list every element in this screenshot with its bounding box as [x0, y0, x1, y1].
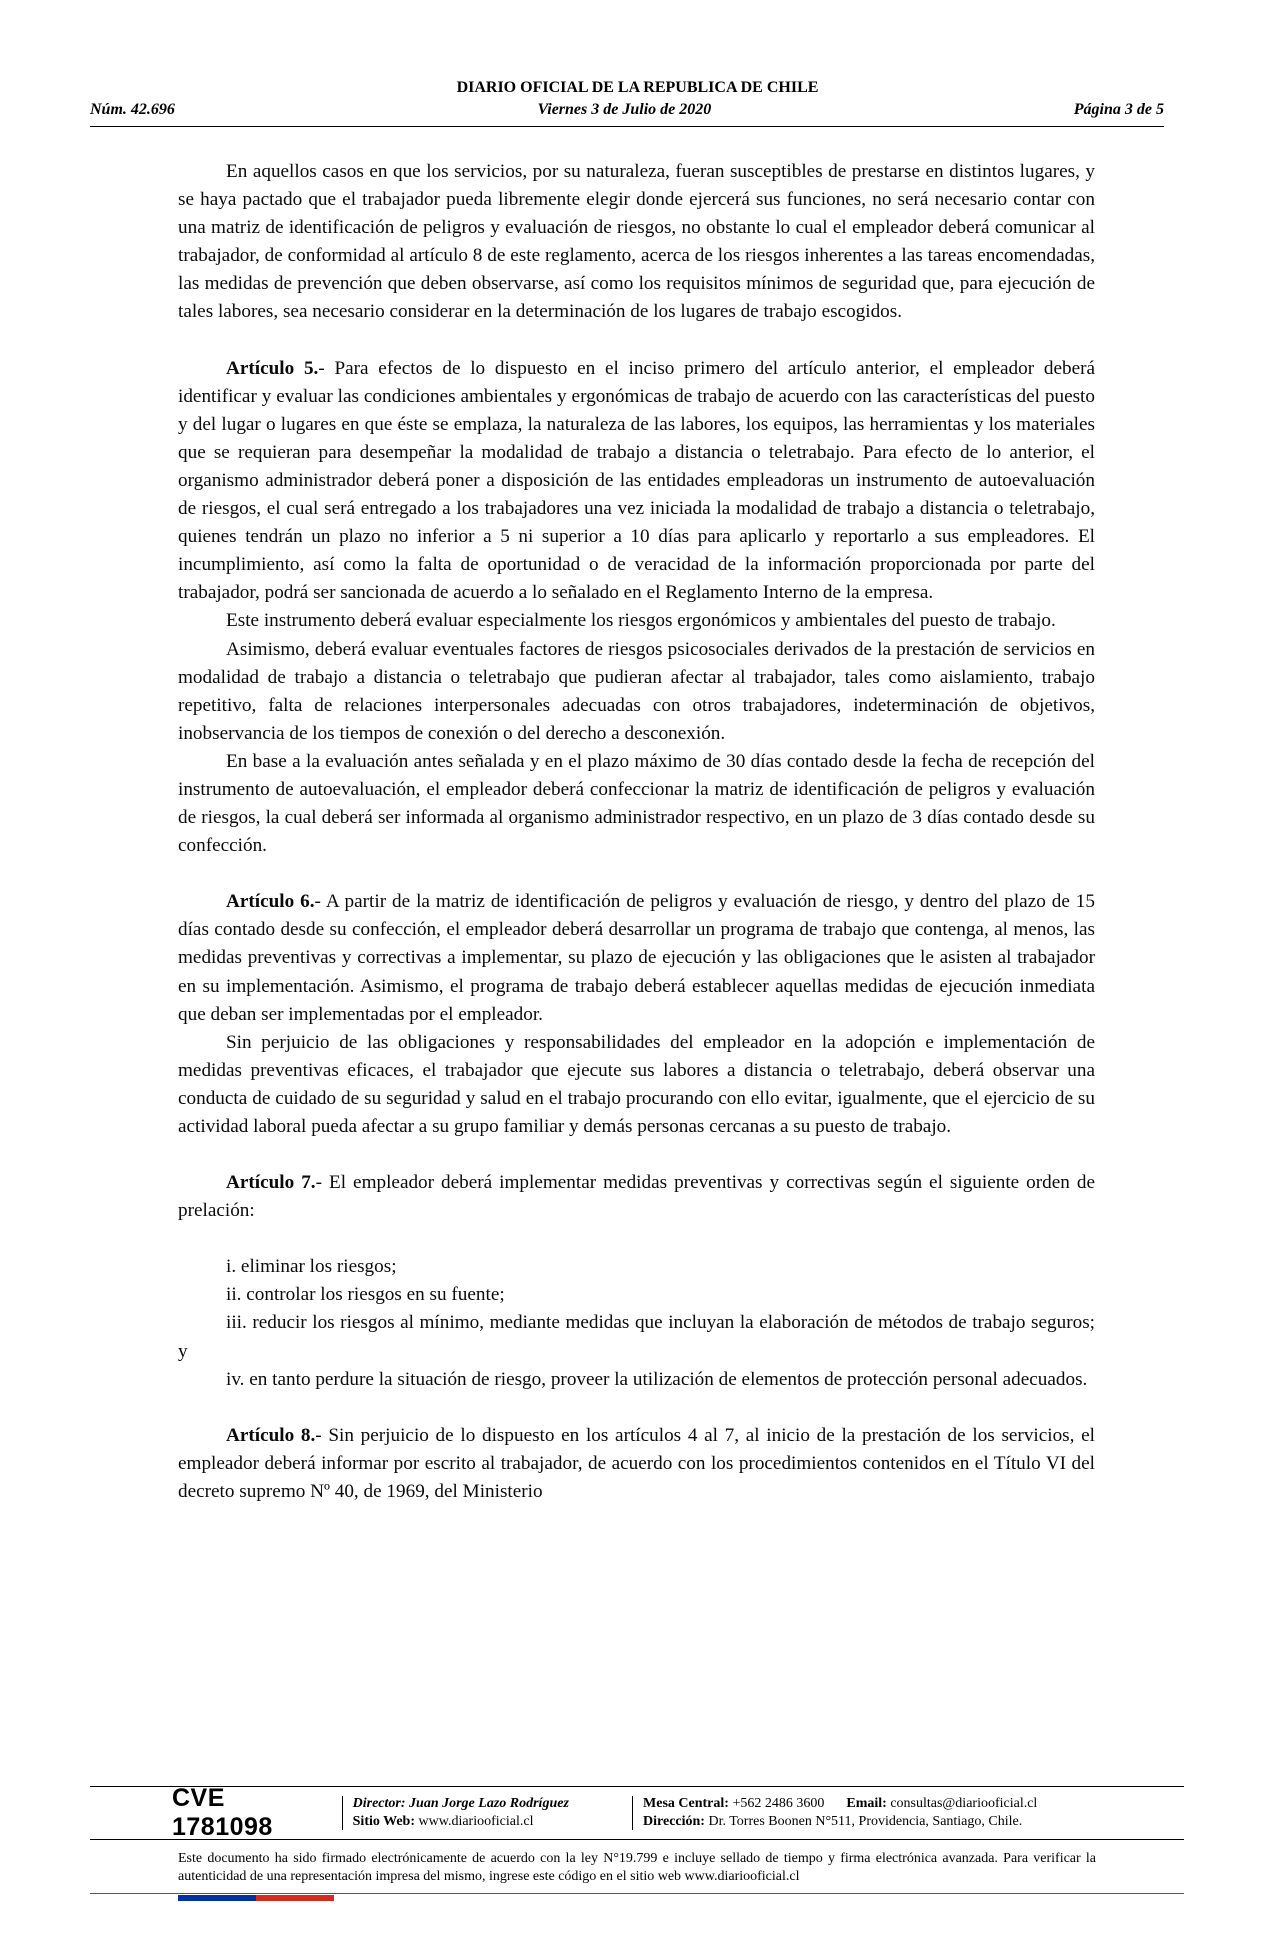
flag-color-bar [178, 1895, 334, 1901]
footer-info [172, 1784, 1102, 1841]
article-7-list-item: iii. reducir los riesgos al mínimo, mediante medidas que incluyan la elaboración de métodos de trabajo seguros; y [178, 1312, 1095, 1362]
article-8-heading: Artículo 8. [226, 1424, 316, 1446]
article-6-text: - A partir de la matriz de identificación de peligros y evaluación de riesgo, y dentro del plazo de 15 días contado desde su confección, el empleador deberá desarrollar un programa de trabajo que contenga, al menos, las medidas preventivas y correctivas a implementar, su plazo de ejecución y las obligaciones que le asisten al trabajador en su implementación. Asimismo, el programa de trabajo deberá establecer aquellas medidas de ejecución inmediata que deban ser implementadas por el empleador. [178, 891, 1095, 1025]
article-6-paragraph-2: Sin perjuicio de las obligaciones y responsabilidades del empleador en la adopción e implementación de medidas preventivas eficaces, el trabajador que ejecute sus labores a distancia o teletrabajo, deberá observar una conducta de cuidado de su seguridad y salud en el trabajo procurando con ello evitar, igualmente, que el ejercicio de su actividad laboral pueda afectar a su grupo familiar y demás personas cercanas a su puesto de trabajo. [178, 1031, 1095, 1137]
issue-date: Viernes 3 de Julio de 2020 [537, 101, 712, 118]
article-8-text: - Sin perjuicio de lo dispuesto en los artículos 4 al 7, al inicio de la prestación de los servicios, el empleador deberá informar por escrito al trabajador, de acuerdo con los procedimientos contenidos en el Título VI del decreto supremo Nº 40, de 1969, del Ministerio [178, 1424, 1095, 1502]
phone-label: Mesa Central: [643, 1796, 729, 1811]
article-5-heading: Artículo 5. [226, 357, 319, 379]
article-7-list-item: iv. en tanto perdure la situación de riesgo, proveer la utilización de elementos de protección personal adecuados. [226, 1368, 1088, 1390]
footer-divider-last [90, 1893, 1184, 1894]
website-link[interactable]: www.diariooficial.cl [418, 1814, 534, 1829]
website-label: Sitio Web: [352, 1814, 416, 1829]
flag-blue-stripe [178, 1895, 256, 1901]
document-body [178, 158, 1095, 1506]
email-link[interactable]: consultas@diariooficial.cl [890, 1796, 1038, 1811]
director-label: Director: [352, 1796, 406, 1811]
article-7-list-item: i. eliminar los riesgos; [226, 1256, 397, 1278]
footer-separator [632, 1796, 633, 1830]
legal-note: Este documento ha sido firmado electrónicamente de acuerdo con la ley N°19.799 e incluye sellado de tiempo y firma electrónica avanzada. Para verificar la autenticidad de una representación impresa del mismo, ingrese este código en el sitio web www.diariooficial.cl [178, 1851, 1096, 1884]
page-indicator: Página 3 de 5 [1073, 101, 1164, 118]
address-label: Dirección: [643, 1814, 705, 1829]
article-5-text: - Para efectos de lo dispuesto en el inciso primero del artículo anterior, el empleador deberá identificar y evaluar las condiciones ambientales y ergonómicas de trabajo de acuerdo con las características del puesto y del lugar o lugares en que éste se emplaza, la naturaleza de las labores, los equipos, las herramientas y los materiales que se requieran para desempeñar la modalidad de trabajo a distancia o teletrabajo. Para efecto de lo anterior, el organismo administrador deberá poner a disposición de las entidades empleadoras un instrumento de autoevaluación de riesgos, el cual será entregado a los trabajadores una vez iniciada la modalidad de trabajo a distancia o teletrabajo, quienes tendrán un plazo no inferior a 5 ni superior a 10 días para aplicarlo y reportarlo a sus empleadores. El incumplimiento, así como la falta de oportunidad o de veracidad de la información proporcionada por parte del trabajador, podrá ser sancionada de acuerdo a lo señalado en el Reglamento Interno de la empresa. [178, 357, 1095, 604]
phone-number: +562 2486 3600 [732, 1796, 825, 1811]
footer-separator [342, 1796, 343, 1830]
issue-number: Núm. 42.696 [90, 101, 175, 118]
cve-code: CVE 1781098 [172, 1784, 273, 1841]
flag-red-stripe [256, 1895, 334, 1901]
footer-divider-bottom [90, 1839, 1184, 1840]
article-5-paragraph-1 [178, 355, 1095, 608]
article-7-heading: Artículo 7. [226, 1172, 316, 1194]
header-meta [90, 101, 1164, 119]
article-7-paragraph-1 [178, 1169, 1095, 1225]
address-text: Dr. Torres Boonen N°511, Providencia, Santiago, Chile. [708, 1814, 1023, 1829]
article-5-paragraph-2: Este instrumento deberá evaluar especialmente los riesgos ergonómicos y ambientales del puesto de trabajo. [226, 610, 1056, 632]
footer-publisher-info [353, 1795, 622, 1831]
intro-paragraph: En aquellos casos en que los servicios, por su naturaleza, fueran susceptibles de prestarse en distintos lugares, y se haya pactado que el trabajador pueda libremente elegir donde ejercerá sus funciones, no será necesario contar con una matriz de identificación de peligros y evaluación de riesgos, no obstante lo cual el empleador deberá comunicar al trabajador, de conformidad al artículo 8 de este reglamento, acerca de los riesgos inherentes a las tareas encomendadas, las medidas de prevención que deben observarse, así como los requisitos mínimos de seguridad que, para ejecución de tales labores, sea necesario considerar en la determinación de los lugares de trabajo escogidos. [178, 161, 1095, 323]
article-5-paragraph-4: En base a la evaluación antes señalada y en el plazo máximo de 30 días contado desde la fecha de recepción del instrumento de autoevaluación, el empleador deberá confeccionar la matriz de identificación de peligros y evaluación de riesgos, la cual deberá ser informada al organismo administrador respectivo, en un plazo de 3 días contado desde su confección. [178, 750, 1095, 857]
article-6-paragraph-1 [178, 888, 1095, 1028]
article-8-paragraph-1 [178, 1422, 1095, 1506]
article-7-text: - El empleador deberá implementar medidas preventivas y correctivas según el siguiente orden de prelación: [178, 1172, 1095, 1222]
article-7-list-item: ii. controlar los riesgos en su fuente; [226, 1284, 505, 1306]
article-6-heading: Artículo 6. [226, 891, 315, 913]
newspaper-title: DIARIO OFICIAL DE LA REPUBLICA DE CHILE [456, 79, 819, 96]
footer-contact-info [643, 1795, 1102, 1831]
director-name: Juan Jorge Lazo Rodríguez [409, 1796, 569, 1811]
email-label: Email: [846, 1796, 887, 1811]
article-5-paragraph-3: Asimismo, deberá evaluar eventuales factores de riesgos psicosociales derivados de la prestación de servicios en modalidad de trabajo a distancia o teletrabajo que pudieran afectar al trabajador, tales como aislamiento, trabajo repetitivo, falta de relaciones interpersonales adecuadas con otros trabajadores, indeterminación de objetivos, inobservancia de los tiempos de conexión o del derecho a desconexión. [178, 638, 1095, 744]
header-divider [90, 126, 1164, 127]
